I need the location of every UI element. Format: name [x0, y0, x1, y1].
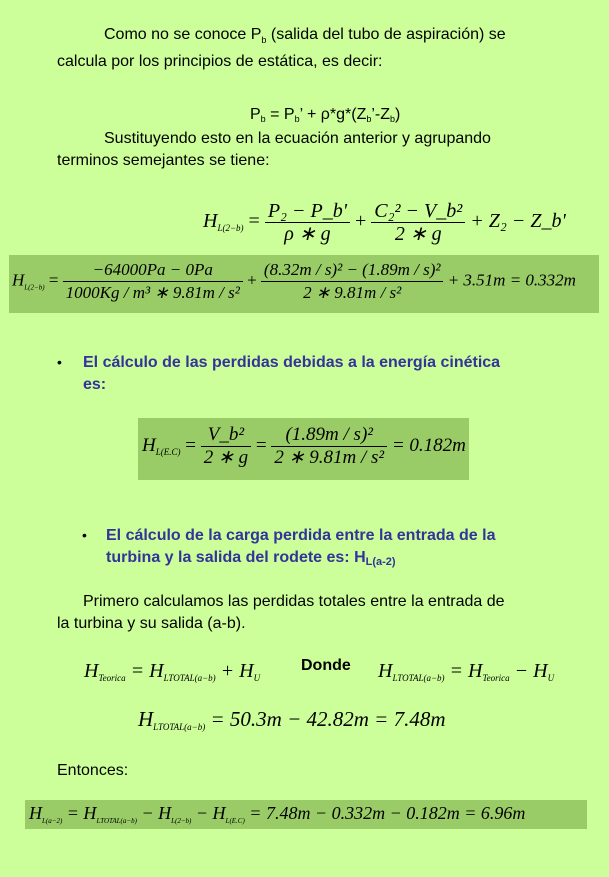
eq4-left-lhs: H [84, 660, 99, 682]
primero-paragraph [57, 591, 602, 635]
eq3-lhs: H [142, 434, 156, 456]
eq1-eq: = [248, 210, 260, 233]
eq3-tail: = 0.182m [391, 434, 466, 456]
pb-mid-sub: b [294, 114, 300, 124]
eq1-den1: ρ ∗ g [284, 223, 331, 245]
eq1-frac1 [265, 200, 350, 245]
eq1-num1: P₂ − P_b' [265, 200, 350, 223]
pb-rest1: ’ + ρ*g*(Z [299, 106, 367, 123]
eq3-frac2 [271, 424, 387, 469]
eq5-lhs: H [138, 707, 154, 731]
equation-hltotal-def [378, 660, 554, 683]
eq6-sub1: LTOTAL(a−b) [96, 817, 137, 825]
eq2-tail: + 3.51m = 0.332m [447, 270, 576, 290]
bullet2-line2-prefix: turbina y la salida del rodete es: H [106, 549, 366, 566]
intro-line2: calcula por los principios de estática, es decir: [57, 53, 383, 70]
eq6-minus2: − H [195, 803, 226, 823]
eq4-left-eq: = H [130, 660, 164, 682]
eq2-lhs: H [12, 270, 25, 290]
pb-close: ) [395, 106, 401, 123]
eq1-lhs: H [203, 210, 218, 233]
eq2-den2: 2 ∗ 9.81m / s² [303, 283, 402, 302]
eq6-eq1: = H [66, 803, 97, 823]
eq3-num1: V_b² [201, 424, 251, 447]
eq2-den1: 1000Kg / m³ ∗ 9.81m / s² [65, 283, 240, 302]
bullet-dot-2: • [82, 527, 87, 543]
eq4-right-eq: = H [449, 660, 483, 682]
eq2-eq: = [48, 270, 59, 290]
eq4-left-end-sub: U [253, 673, 261, 683]
eq2-num2: (8.32m / s)² − (1.89m / s)² [261, 259, 444, 282]
primero-line2: la turbina y su salida (a-b). [57, 615, 246, 632]
eq6-lhs: H [29, 803, 42, 823]
eq1-plus: + [354, 210, 367, 233]
eq4-right-minus: − H [514, 660, 548, 682]
equation-hteorica [84, 660, 260, 683]
intro-line1-suffix: (salida del tubo de aspiración) se [266, 26, 506, 43]
eq2-frac2 [261, 259, 444, 304]
eq4-left-lhs-sub: Teorica [98, 673, 126, 683]
sustituyendo-line1: Sustituyendo esto en la ecuación anterior y agrupando [104, 130, 491, 147]
equation-hlec [142, 424, 466, 469]
eq1-lhs-sub: L(2−b) [217, 223, 244, 234]
eq4-left-mid-sub: LTOTAL(a−b) [163, 673, 216, 683]
eq3-eq2: = [255, 434, 267, 456]
eq6-rhs: = 7.48m − 0.332m − 0.182m = 6.96m [249, 803, 526, 823]
eq3-den2: 2 ∗ 9.81m / s² [274, 447, 385, 468]
eq2-num1: −64000Pa − 0Pa [63, 259, 243, 282]
bullet1-text [83, 352, 598, 396]
eq6-lhs-sub: L(a−2) [42, 817, 63, 825]
formula-pb [250, 106, 400, 124]
equation-hl2b-numeric [12, 259, 576, 304]
entonces-label: Entonces: [57, 762, 129, 779]
intro-line1-sub: b [261, 35, 267, 45]
bullet2-line1: El cálculo de la carga perdida entre la entrada de la [106, 527, 496, 544]
sustituyendo-paragraph [57, 128, 597, 172]
primero-line1: Primero calculamos las perdidas totales entre la entrada de [83, 593, 505, 610]
bullet2-line2-sub: L(a-2) [365, 556, 396, 568]
bullet-dot-1: • [57, 354, 62, 370]
eq5-lhs-sub: LTOTAL(a−b) [153, 722, 206, 732]
eq1-den2: 2 ∗ g [394, 223, 442, 245]
eq6-sub2: L(2−b) [171, 817, 192, 825]
pb-lhs: P [250, 106, 261, 123]
eq4-left-plus: + H [220, 660, 254, 682]
eq3-lhs-sub: L(E.C) [155, 446, 181, 457]
intro-line1-prefix: Como no se conoce P [104, 26, 262, 43]
bullet2-text [106, 525, 601, 573]
eq2-frac1 [63, 259, 243, 304]
eq3-frac1 [201, 424, 251, 469]
eq1-num2: C₂² − V_b² [371, 200, 465, 223]
eq4-right-lhs-sub: LTOTAL(a−b) [392, 673, 445, 683]
eq4-right-mid-sub: Teorica [482, 673, 510, 683]
donde-label: Donde [301, 657, 351, 674]
intro-paragraph [57, 24, 597, 73]
eq3-eq: = [185, 434, 196, 456]
pb-lhs-sub: b [260, 114, 266, 124]
equation-hl2b-symbolic [203, 200, 566, 245]
equation-hltotal-value [138, 707, 446, 732]
eq1-tail: + Z₂ − Z_b' [470, 210, 566, 233]
eq4-right-lhs: H [378, 660, 393, 682]
pb-rest2-sub: b [390, 114, 396, 124]
eq5-rhs: = 50.3m − 42.82m = 7.48m [210, 707, 446, 731]
bullet1-line2: es: [83, 376, 107, 393]
bullet1-line1: El cálculo de las perdidas debidas a la energía cinética [83, 354, 501, 371]
eq6-minus1: − H [141, 803, 172, 823]
eq3-den1: 2 ∗ g [203, 447, 249, 468]
eq1-frac2 [371, 200, 465, 245]
eq2-plus: + [247, 270, 257, 290]
pb-rest2: ’-Z [371, 106, 391, 123]
pb-rest1-sub: b [366, 114, 372, 124]
pb-mid: = P [265, 106, 295, 123]
eq6-sub3: L(E.C) [225, 817, 245, 825]
sustituyendo-line2: terminos semejantes se tiene: [57, 152, 270, 169]
eq2-lhs-sub: L(2−b) [24, 283, 45, 292]
eq3-num2: (1.89m / s)² [271, 424, 387, 447]
equation-hla2 [29, 803, 525, 825]
eq4-right-end-sub: U [547, 673, 555, 683]
